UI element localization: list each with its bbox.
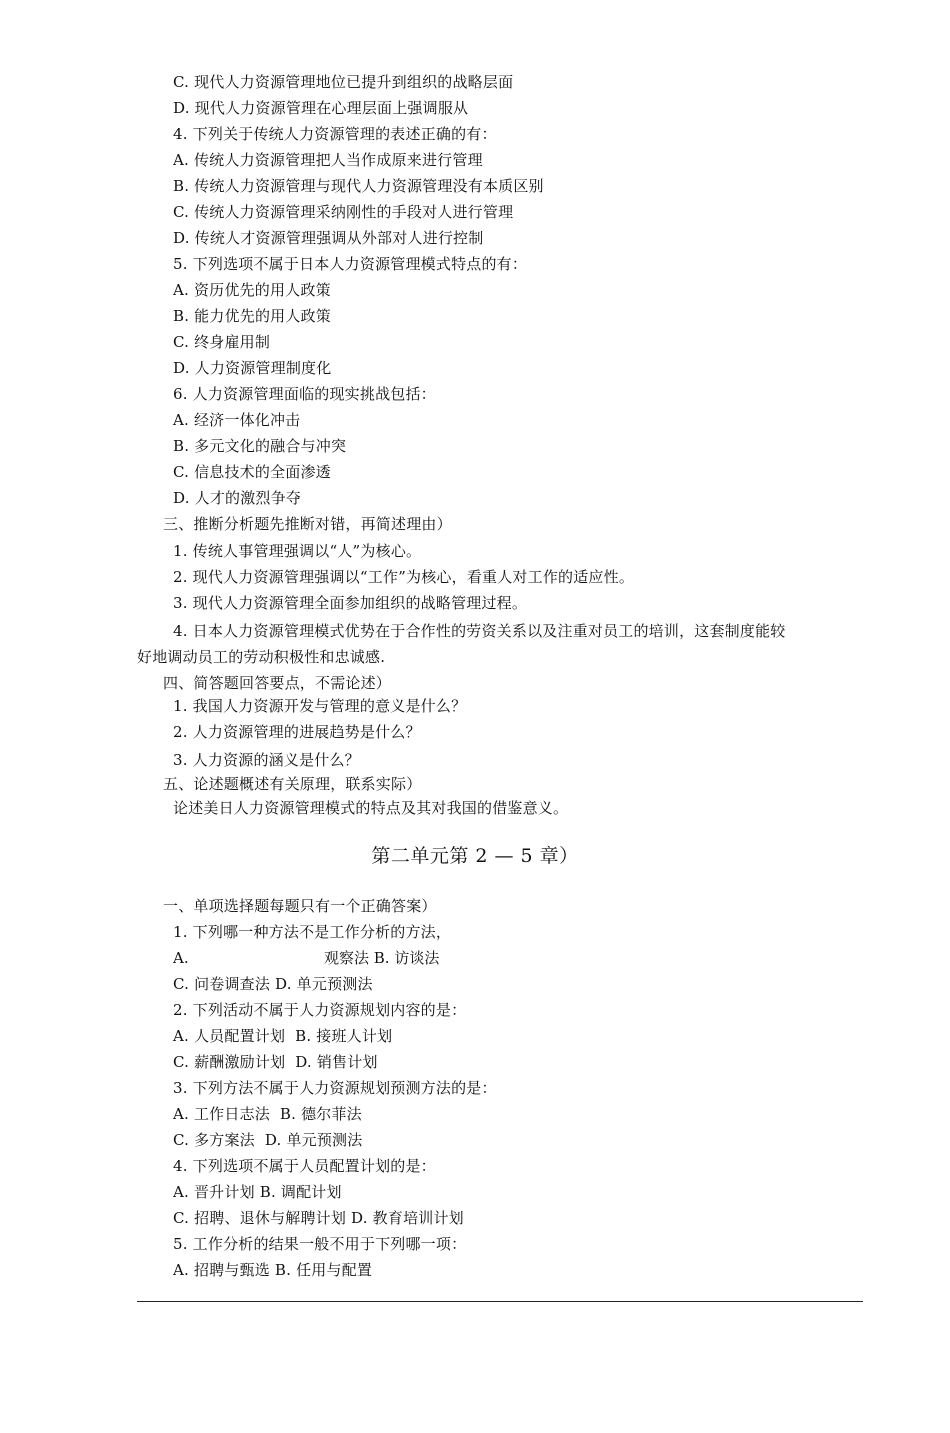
option-line: A. 经济一体化冲击 [173, 411, 301, 429]
judge-item: 1. 传统人事管理强调以“人”为核心。 [173, 542, 422, 560]
option-line: 观察法 B. 访谈法 [324, 949, 440, 967]
judge-item: 2. 现代人力资源管理强调以“工作”为核心，看重人对工作的适应性。 [173, 568, 635, 586]
question-line: 4. 下列关于传统人力资源管理的表述正确的有： [173, 125, 497, 143]
option-line: B. 能力优先的用人政策 [173, 307, 331, 325]
option-line: C. 问卷调查法 D. 单元预测法 [173, 975, 373, 993]
option-line: B. 传统人力资源管理与现代人力资源管理没有本质区别 [173, 177, 544, 195]
option-line: C. 信息技术的全面渗透 [173, 463, 331, 481]
option-line: A. 资历优先的用人政策 [173, 281, 331, 299]
short-answer-item: 1. 我国人力资源开发与管理的意义是什么？ [173, 697, 467, 715]
section-heading-single-choice: 一、单项选择题每题只有一个正确答案） [163, 897, 437, 915]
judge-item: 3. 现代人力资源管理全面参加组织的战略管理过程。 [173, 594, 528, 612]
short-answer-item: 3. 人力资源的涵义是什么？ [173, 751, 360, 769]
option-line: C. 多方案法 D. 单元预测法 [173, 1131, 363, 1149]
question-line: 6. 人力资源管理面临的现实挑战包括： [173, 385, 436, 403]
question-line: 4. 下列选项不属于人员配置计划的是： [173, 1157, 436, 1175]
option-line: D. 人才的激烈争夺 [173, 489, 302, 507]
section-heading-short-answer: 四、简答题回答要点，不需论述） [163, 674, 392, 692]
option-line: C. 招聘、退休与解聘计划 D. 教育培训计划 [173, 1209, 464, 1227]
judge-item-4-line1: 4. 日本人力资源管理模式优势在于合作性的劳资关系以及注重对员工的培训，这套制度能较 [173, 622, 786, 640]
option-line: A. 传统人力资源管理把人当作成原来进行管理 [173, 151, 483, 169]
option-line: A. 招聘与甄选 B. 任用与配置 [173, 1261, 373, 1279]
option-line: D. 现代人力资源管理在心理层面上强调服从 [173, 99, 469, 117]
question-line: 5. 工作分析的结果一般不用于下列哪一项： [173, 1235, 467, 1253]
option-line: C. 传统人力资源管理采纳刚性的手段对人进行管理 [173, 203, 514, 221]
judge-item-4-line2: 好地调动员工的劳动积极性和忠诚感. [137, 648, 386, 666]
option-line: B. 多元文化的融合与冲突 [173, 437, 347, 455]
option-line: A. 晋升计划 B. 调配计划 [173, 1183, 342, 1201]
option-line: C. 薪酬激励计划 D. 销售计划 [173, 1053, 378, 1071]
option-label: A. [173, 949, 189, 967]
option-line: A. 人员配置计划 B. 接班人计划 [173, 1027, 393, 1045]
question-line: 5. 下列选项不属于日本人力资源管理模式特点的有： [173, 255, 528, 273]
question-line: 3. 下列方法不属于人力资源规划预测方法的是： [173, 1079, 497, 1097]
short-answer-item: 2. 人力资源管理的进展趋势是什么？ [173, 723, 421, 741]
option-line: A. 工作日志法 B. 德尔菲法 [173, 1105, 362, 1123]
option-line: D. 传统人才资源管理强调从外部对人进行控制 [173, 229, 484, 247]
option-line: C. 现代人力资源管理地位已提升到组织的战略层面 [173, 73, 514, 91]
option-line: C. 终身雇用制 [173, 333, 271, 351]
section-heading-judge: 三、推断分析题先推断对错，再简述理由） [163, 515, 452, 533]
section-heading-essay: 五、论述题概述有关原理，联系实际） [163, 775, 422, 793]
footer-divider [137, 1301, 863, 1302]
essay-item: 论述美日人力资源管理模式的特点及其对我国的借鉴意义。 [173, 799, 569, 817]
question-line: 2. 下列活动不属于人力资源规划内容的是： [173, 1001, 467, 1019]
unit-title: 第二单元第 2 — 5 章） [371, 845, 579, 867]
question-line: 1. 下列哪一种方法不是工作分析的方法， [173, 923, 452, 941]
option-line: D. 人力资源管理制度化 [173, 359, 332, 377]
